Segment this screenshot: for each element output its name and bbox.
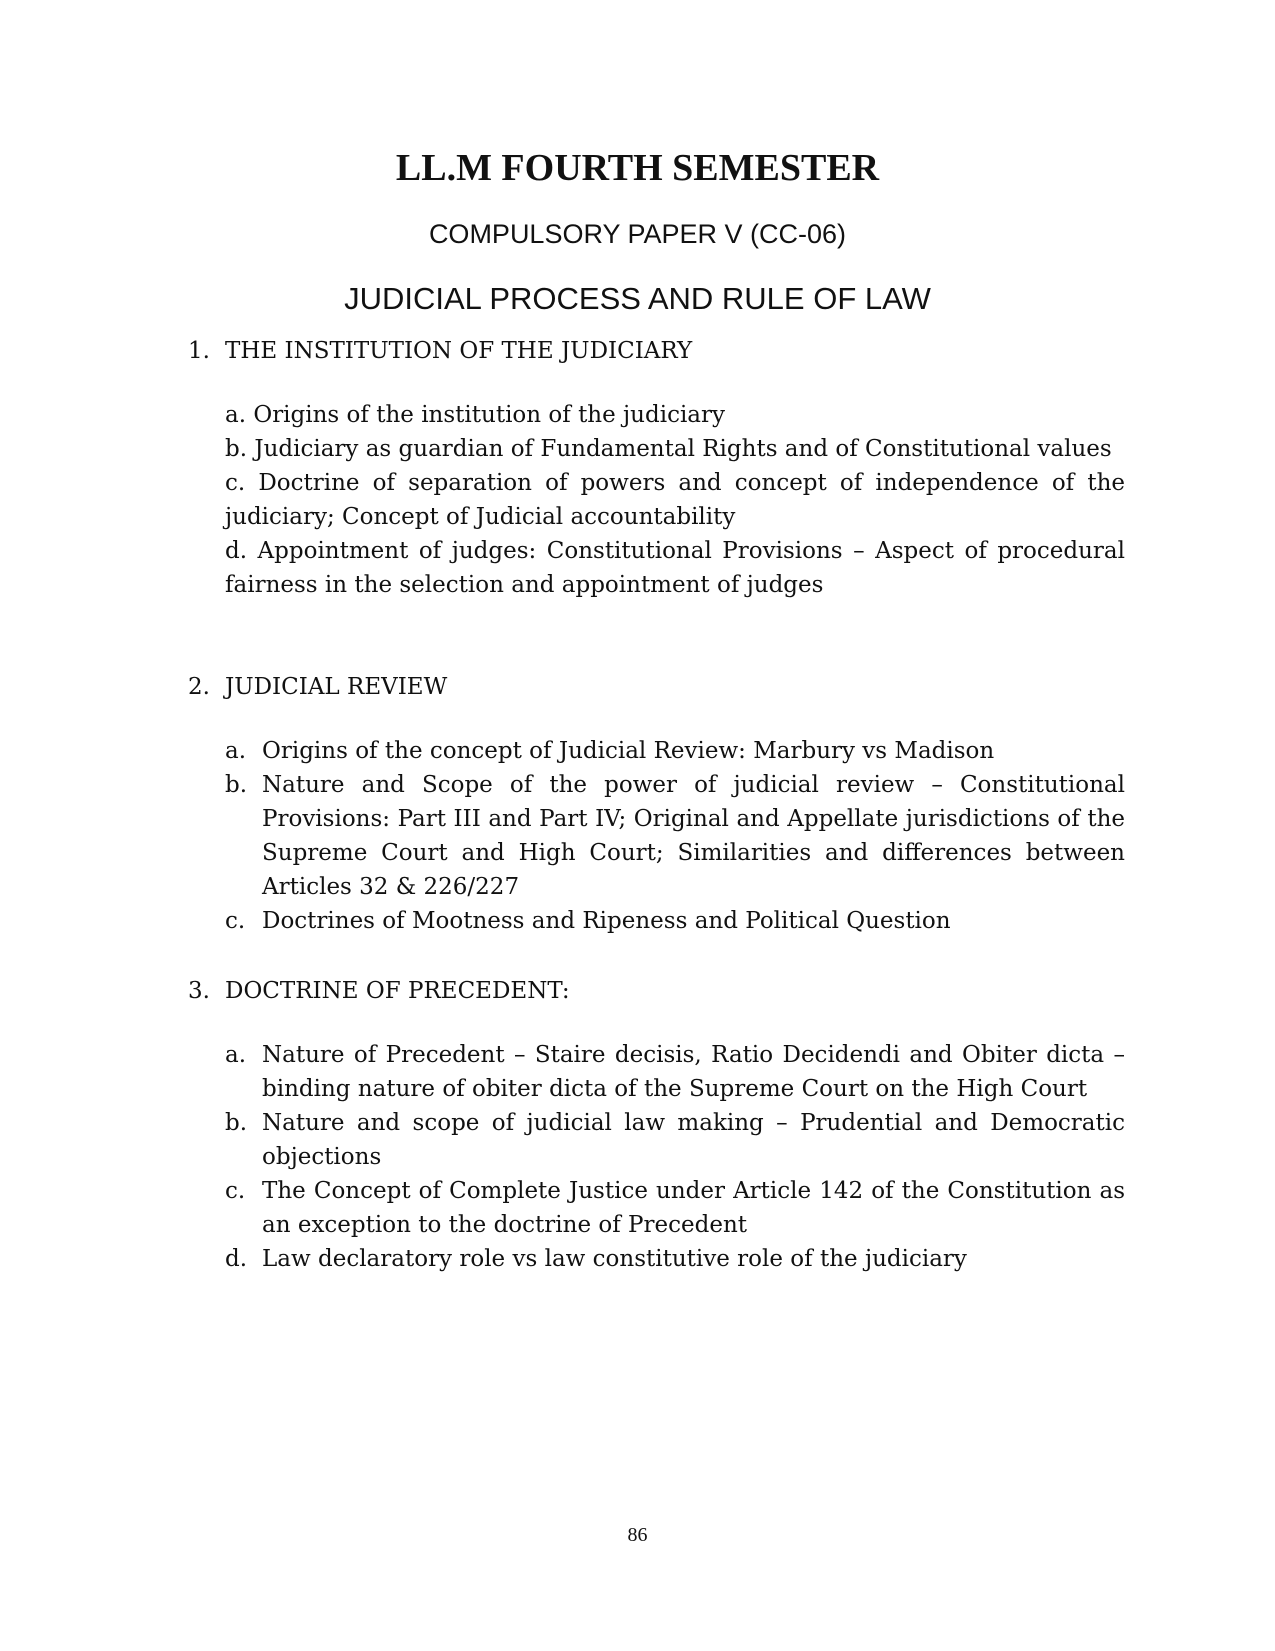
section-number: 3. bbox=[188, 978, 210, 1004]
section-3-items bbox=[225, 1038, 1125, 1276]
item-marker: a. bbox=[225, 738, 247, 764]
item-text: Nature and Scope of the power of judicial review – Constitutional Provisions: Part III and Part IV; Original and Appellate jurisdictions of the Supreme Court and High Court; Similarities and differences between Articles 32 & 226/227 bbox=[262, 772, 1125, 900]
item-marker: c. bbox=[225, 908, 246, 934]
list-item bbox=[225, 904, 1125, 938]
item-marker: c. bbox=[225, 1178, 246, 1204]
section-2-heading bbox=[188, 670, 447, 704]
item-marker: b. bbox=[225, 772, 248, 798]
list-item: d. Appointment of judges: Constitutional Provisions – Aspect of procedural fairness in the selection and appointment of judges bbox=[225, 538, 1125, 598]
section-2-items bbox=[225, 734, 1125, 938]
subject-title: JUDICIAL PROCESS AND RULE OF LAW bbox=[344, 281, 931, 316]
item-text: The Concept of Complete Justice under Article 142 of the Constitution as an exception to the doctrine of Precedent bbox=[262, 1178, 1125, 1238]
list-item bbox=[225, 768, 1125, 904]
list-item: a. Origins of the institution of the judiciary bbox=[225, 402, 726, 428]
item-marker: d. bbox=[225, 1246, 248, 1272]
section-number: 1. bbox=[188, 338, 210, 364]
item-text: Nature and scope of judicial law making – Prudential and Democratic objections bbox=[262, 1110, 1125, 1170]
page-number: 86 bbox=[627, 1524, 648, 1546]
item-text: Law declaratory role vs law constitutive role of the judiciary bbox=[262, 1246, 967, 1272]
section-title: DOCTRINE OF PRECEDENT: bbox=[225, 978, 570, 1004]
list-item bbox=[225, 1174, 1125, 1242]
item-text: Nature of Precedent – Staire decisis, Ratio Decidendi and Obiter dicta – binding nature of obiter dicta of the Supreme Court on the High Court bbox=[262, 1042, 1125, 1102]
section-title: THE INSTITUTION OF THE JUDICIARY bbox=[225, 338, 693, 364]
section-3-heading bbox=[188, 974, 570, 1008]
list-item bbox=[225, 1106, 1125, 1174]
paper-code: COMPULSORY PAPER V (CC-06) bbox=[428, 219, 847, 249]
item-marker: a. bbox=[225, 1042, 247, 1068]
section-1-heading bbox=[188, 334, 692, 368]
page-title: LL.M FOURTH SEMESTER bbox=[395, 147, 880, 189]
item-marker: b. bbox=[225, 1110, 248, 1136]
list-item: b. Judiciary as guardian of Fundamental Rights and of Constitutional values bbox=[225, 436, 1112, 462]
list-item bbox=[225, 1038, 1125, 1106]
list-item bbox=[225, 734, 1125, 768]
section-number: 2. bbox=[188, 674, 210, 700]
section-1-items bbox=[225, 398, 1125, 602]
section-title: JUDICIAL REVIEW bbox=[225, 674, 448, 700]
list-item: c. Doctrine of separation of powers and concept of independence of the judiciary; Concept of Judicial accountability bbox=[225, 470, 1125, 530]
item-text: Doctrines of Mootness and Ripeness and Political Question bbox=[262, 908, 951, 934]
list-item bbox=[225, 1242, 1125, 1276]
item-text: Origins of the concept of Judicial Review: Marbury vs Madison bbox=[262, 738, 995, 764]
